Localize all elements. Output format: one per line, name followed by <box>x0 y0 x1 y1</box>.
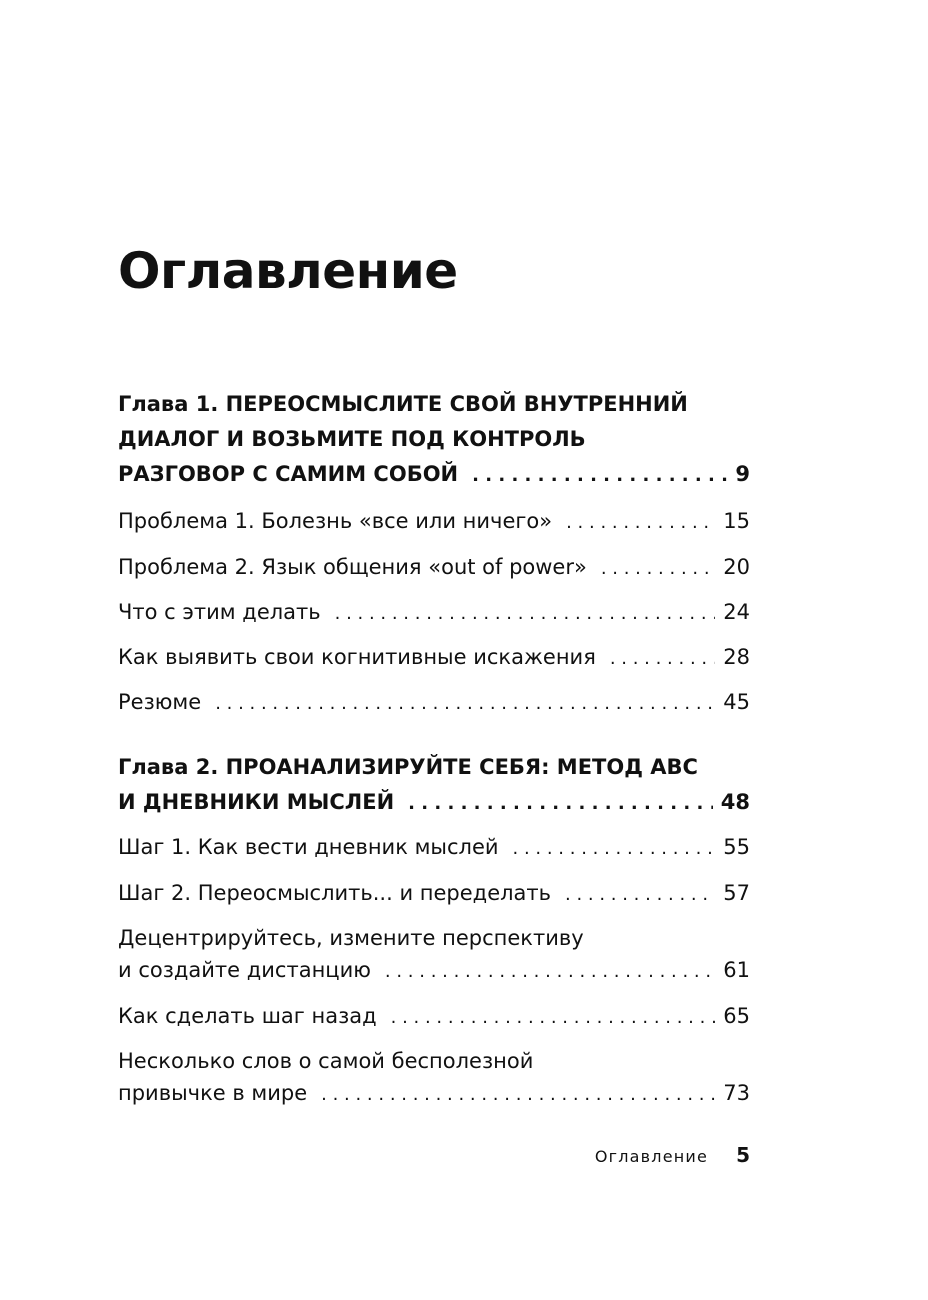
toc-entry[interactable] <box>118 596 750 630</box>
chapter-1-title-line-1: Глава 1. ПЕРЕОСМЫСЛИТЕ СВОЙ ВНУТРЕННИЙ <box>118 392 688 416</box>
chapter-2-page-number: 48 <box>720 790 750 814</box>
page-title: Оглавление <box>118 242 458 300</box>
toc-entry[interactable] <box>118 831 750 865</box>
toc-entry[interactable] <box>118 505 750 539</box>
chapter-2-title-line-1: Глава 2. ПРОАНАЛИЗИРУЙТЕ СЕБЯ: МЕТОД АВС <box>118 755 698 779</box>
dot-leader <box>472 458 727 493</box>
toc-entry[interactable] <box>118 1045 750 1111</box>
dot-leader <box>610 643 715 675</box>
toc-entry-title: Проблема 2. Язык общения «out of power» <box>118 555 587 579</box>
toc-entry[interactable] <box>118 551 750 585</box>
toc-entry-title: Как сделать шаг назад <box>118 1004 377 1028</box>
toc-entry-page: 65 <box>723 1004 750 1028</box>
chapter-1-page-number: 9 <box>735 462 750 486</box>
toc-entry-title: Шаг 2. Переосмыслить... и переделать <box>118 881 552 905</box>
dot-leader <box>408 786 713 821</box>
toc-entry-title: Как выявить свои когнитивные искажения <box>118 645 596 669</box>
page-number: 5 <box>736 1143 750 1167</box>
toc-entry-page: 61 <box>723 958 750 982</box>
chapter-1-title-line-3: РАЗГОВОР С САМИМ СОБОЙ <box>118 462 459 486</box>
dot-leader <box>565 879 715 911</box>
dot-leader <box>385 956 715 988</box>
toc-entry-page: 45 <box>723 690 750 714</box>
dot-leader <box>601 553 715 585</box>
toc-chapter-2[interactable] <box>118 750 750 821</box>
dot-leader <box>513 833 716 865</box>
toc-entry-title: Резюме <box>118 690 202 714</box>
toc-entry[interactable] <box>118 1000 750 1034</box>
chapter-1-title-line-2: ДИАЛОГ И ВОЗЬМИТЕ ПОД КОНТРОЛЬ <box>118 427 586 451</box>
toc-entry-title-line-1: Несколько слов о самой бесполезной <box>118 1049 534 1073</box>
dot-leader <box>391 1002 716 1034</box>
toc-entry-title: Шаг 1. Как вести дневник мыслей <box>118 835 499 859</box>
toc-entry-page: 24 <box>723 600 750 624</box>
toc-entry[interactable] <box>118 922 750 988</box>
page-footer <box>595 1143 750 1167</box>
toc-entry[interactable] <box>118 641 750 675</box>
toc-entry-title: Что с этим делать <box>118 600 321 624</box>
running-header: Оглавление <box>594 1147 709 1166</box>
toc-entry-page: 20 <box>723 555 750 579</box>
toc-entry-page: 73 <box>723 1081 750 1105</box>
toc-entry-page: 55 <box>723 835 750 859</box>
toc-entry-title-line-2: и создайте дистанцию <box>118 958 371 982</box>
toc-entry-page: 57 <box>723 881 750 905</box>
toc-entry-page: 15 <box>723 509 750 533</box>
dot-leader <box>335 598 716 630</box>
toc-entry-title-line-2: привычке в мире <box>118 1081 308 1105</box>
dot-leader <box>566 507 715 539</box>
toc-entry-page: 28 <box>723 645 750 669</box>
dot-leader <box>321 1079 715 1111</box>
toc-entry-title-line-1: Децентрируйтесь, измените перспективу <box>118 926 584 950</box>
toc-entry[interactable] <box>118 877 750 911</box>
chapter-2-title-line-2: И ДНЕВНИКИ МЫСЛЕЙ <box>118 790 395 814</box>
toc-entry-title: Проблема 1. Болезнь «все или ничего» <box>118 509 553 533</box>
toc-chapter-1[interactable] <box>118 387 750 493</box>
dot-leader <box>215 688 715 720</box>
toc-entry[interactable] <box>118 686 750 720</box>
